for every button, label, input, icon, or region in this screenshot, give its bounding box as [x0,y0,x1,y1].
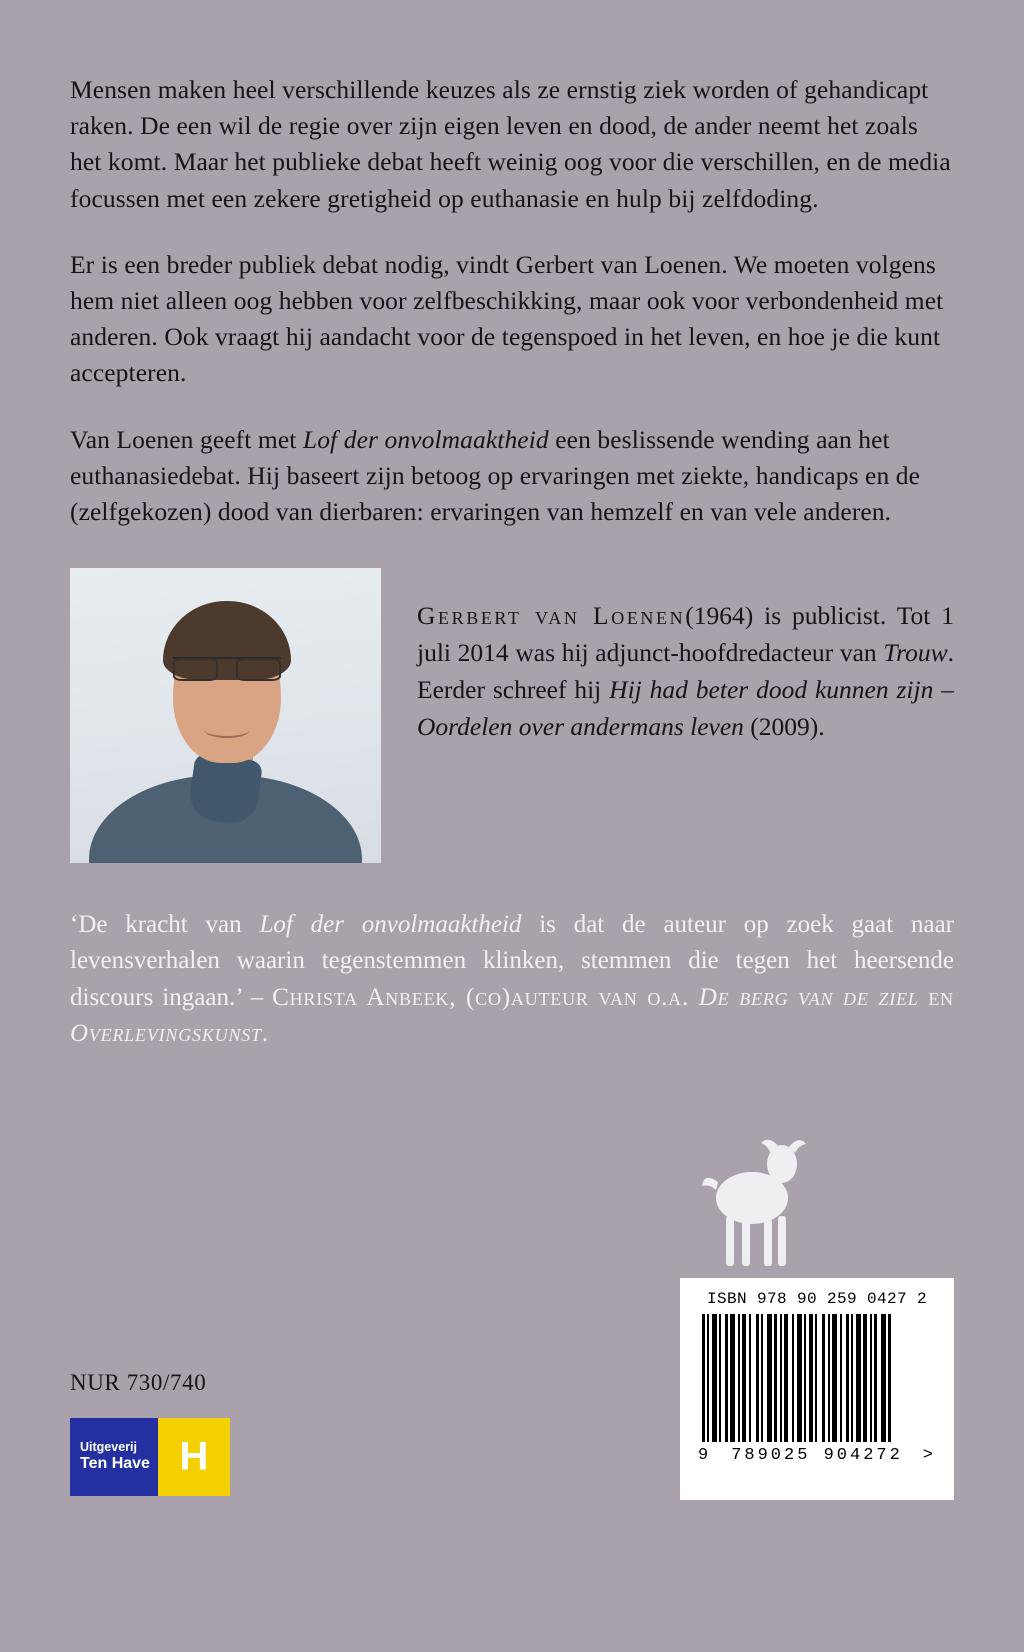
glasses-icon [173,657,282,683]
quote-work-2: Overlevingskunst [70,1019,262,1047]
quote-work-1: De berg van de ziel [698,983,919,1011]
publisher-logo [70,1418,230,1496]
barcode [680,1278,954,1500]
author-newspaper: Trouw [883,638,948,668]
review-quote [70,907,954,1052]
blurb-p3-part1: Van Loenen geeft met [70,424,303,454]
lamb-logo-icon [690,1120,810,1290]
blurb-text [70,72,954,530]
author-previous-book: Hij had beter dood kunnen zijn – Oordelen over andermans leven [417,675,954,742]
barcode-digits [694,1446,940,1465]
publisher-name-block [70,1418,158,1496]
quote-attribution: Christa Anbeek, (co)auteur van o.a. [272,983,699,1011]
blurb-p3-part2: een beslissende wending aan het euthanasiedebat. Hij baseert zijn betoog op ervaringen met ziekte, handicaps en de (zelfgekozen) dood van dierbaren: ervaringen van hemzelf en van vele anderen. [70,424,921,527]
barcode-digit-right: > [922,1446,936,1465]
barcode-digit-left: 9 [698,1446,712,1465]
author-bio [417,568,954,746]
isbn-text: ISBN 978 90 259 0427 2 [706,1290,928,1308]
author-block [70,568,954,863]
author-bio-line3: (2009). [743,712,825,742]
publisher-line-2: Ten Have [80,1454,150,1472]
nur-code: NUR 730/740 [70,1370,207,1395]
quote-body: is dat de auteur op zoek gaat naar levensverhalen waarin tegenstemmen klinken, stemmen die tegen het heersende discours ingaan.’ – [70,911,954,1011]
publisher-mark: H [179,1434,209,1479]
quote-open: ‘De kracht van [70,911,260,939]
quote-conjunction: en [918,983,954,1011]
blurb-p3-book-title: Lof der onvolmaaktheid [302,424,549,454]
quote-book-title: Lof der onvolmaaktheid [259,911,522,939]
barcode-bars [702,1314,932,1442]
author-photo [70,568,381,863]
blurb-paragraph-1: Mensen maken heel verschillende keuzes als ze ernstig ziek worden of gehandicapt raken. De een wil de regie over zijn eigen leven en dood, de ander neemt het zoals het komt. Maar het publieke debat heeft weinig oog voor die verschillen, en de media focussen met een zekere gretigheid op euthanasie en hulp bij zelfdoding. [70,75,951,213]
blurb-paragraph-2: Er is een breder publiek debat nodig, vindt Gerbert van Loenen. We moeten volgens hem niet alleen oog hebben voor zelfbeschikking, maar ook voor verbondenheid met anderen. Ook vraagt hij aandacht voor de tegenspoed in het leven, en hoe je die kunt accepteren. [70,249,944,388]
author-birth-year: (1964) [685,601,754,631]
author-name: Gerbert van Loenen [417,601,686,631]
barcode-digit-main: 789025 904272 [731,1446,903,1465]
quote-end: . [261,1019,269,1047]
publisher-mark-block [158,1418,230,1496]
publisher-line-1: Uitgeverij [80,1439,137,1454]
author-bio-line2: . Eerder schreef hij [417,638,954,705]
blurb-paragraph-3 [70,422,954,531]
author-bio-line1: is publicist. Tot 1 juli 2014 was hij adjunct-hoofdredacteur van [417,601,954,668]
